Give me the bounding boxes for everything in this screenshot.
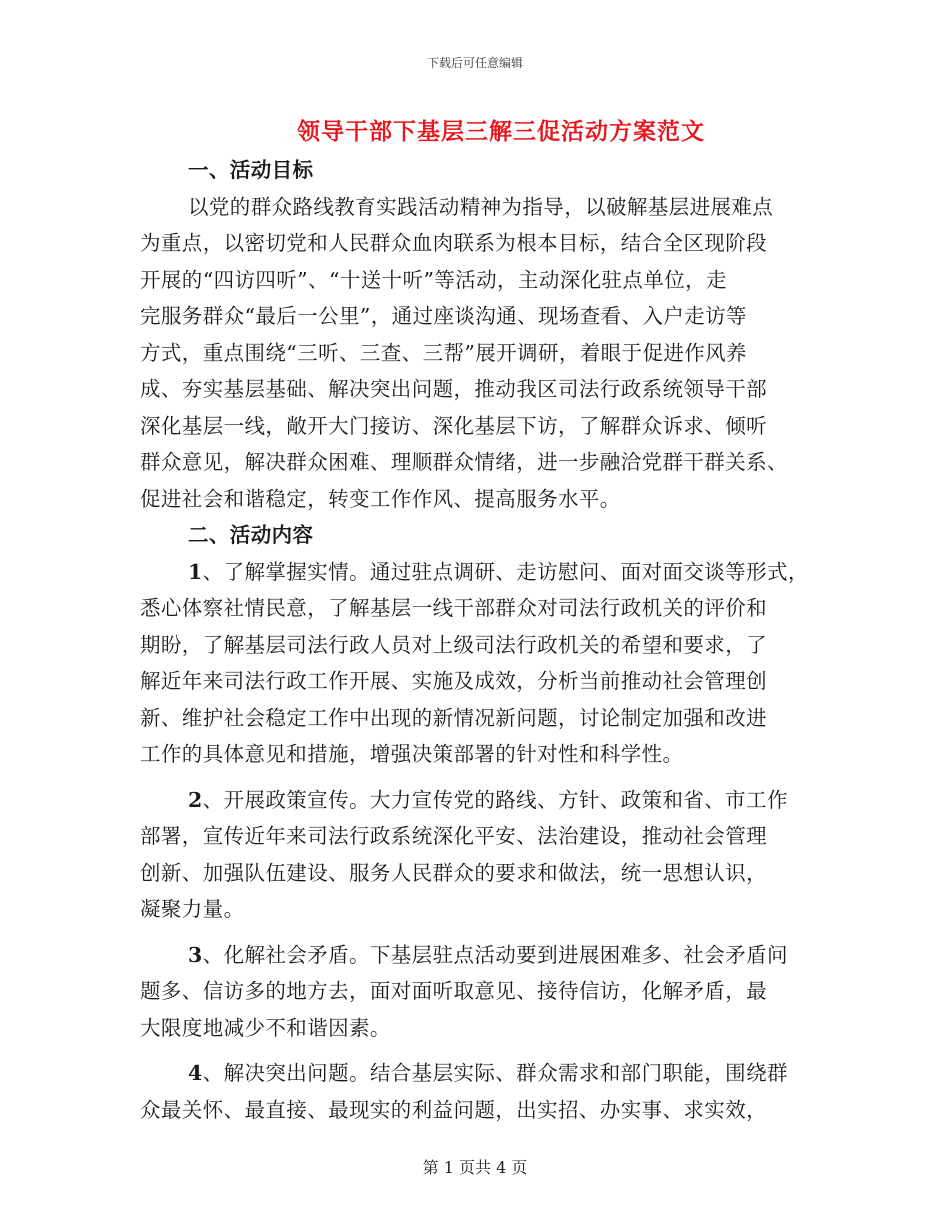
- page-footer-number: 第 1 页共 4 页: [422, 1158, 528, 1177]
- paragraph-line: 为重点，以密切党和人民群众血肉联系为根本目标，结合全区现阶段: [140, 231, 767, 255]
- item-3-first-line: [140, 937, 820, 974]
- document-title: 领导干部下基层三解三促活动方案范文: [297, 118, 705, 145]
- item-number: 1: [188, 559, 203, 584]
- paragraph-line: 群众意见，解决群众困难、理顺群众情绪，进一步融洽党群干群关系、: [140, 450, 788, 474]
- paragraph-line: 题多、信访多的地方去，面对面听取意见、接待信访，化解矛盾，最: [140, 979, 767, 1003]
- paragraph-line: 新、维护社会稳定工作中出现的新情况新问题，讨论制定加强和改进: [140, 705, 767, 730]
- section-heading-goals: 一、活动目标: [188, 158, 314, 182]
- item-text: 、解决突出问题。结合基层实际、群众需求和部门职能，围绕群: [202, 1061, 788, 1085]
- document-body: [140, 152, 820, 1128]
- paragraph-line: 以党的群众路线教育实践活动精神为指导，以破解基层进展难点: [188, 194, 774, 219]
- paragraph-line: 开展的“四访四听”、“十送十听”等活动，主动深化驻点单位，走: [140, 267, 727, 292]
- item-1-first-line: [140, 554, 820, 591]
- paragraph-line: 完服务群众“最后一公里”，通过座谈沟通、现场查看、入户走访等: [140, 304, 747, 328]
- item-text: 、了解掌握实情。通过驻点调研、走访慰问、面对面交谈等形式，: [202, 559, 809, 584]
- paragraph-line: 促进社会和谐稳定，转变工作作风、提高服务水平。: [140, 486, 621, 511]
- item-2-first-line: [140, 782, 820, 819]
- paragraph-line: 凝聚力量。: [140, 897, 245, 921]
- paragraph-line: 众最关怀、最直接、最现实的利益问题，出实招、办实事、求实效，: [140, 1097, 767, 1122]
- section-heading-content: 二、活动内容: [188, 523, 314, 547]
- paragraph-line: 部署，宣传近年来司法行政系统深化平安、法治建设，推动社会管理: [140, 824, 767, 848]
- item-4-first-line: [140, 1055, 820, 1092]
- paragraph-line: 期盼，了解基层司法行政人员对上级司法行政机关的希望和要求，了: [140, 632, 767, 657]
- item-text: 、化解社会矛盾。下基层驻点活动要到进展困难多、社会矛盾问: [202, 942, 788, 967]
- item-number: 3: [188, 942, 203, 967]
- paragraph-line: 大限度地减少不和谐因素。: [140, 1015, 391, 1040]
- paragraph-line: 解近年来司法行政工作开展、实施及成效，分析当前推动社会管理创: [140, 669, 767, 693]
- page-header-note: 下载后可任意编辑: [426, 56, 523, 70]
- paragraph-line: 工作的具体意见和措施，增强决策部署的针对性和科学性。: [140, 742, 684, 766]
- item-number: 2: [188, 787, 203, 812]
- item-text: 、开展政策宣传。大力宣传党的路线、方针、政策和省、市工作: [202, 787, 788, 812]
- paragraph-line: 深化基层一线，敞开大门接访、深化基层下访，了解群众诉求、倾听: [140, 413, 767, 438]
- paragraph-line: 创新、加强队伍建设、服务人民群众的要求和做法，统一思想认识，: [140, 860, 767, 885]
- paragraph-line: 成、夯实基层基础、解决突出问题，推动我区司法行政系统领导干部: [140, 377, 767, 401]
- paragraph-line: 方式，重点围绕“三听、三查、三帮”展开调研，着眼于促进作风养: [140, 340, 747, 365]
- item-number: 4: [188, 1061, 203, 1085]
- paragraph-line: 悉心体察社情民意，了解基层一线干部群众对司法行政机关的评价和: [140, 596, 767, 620]
